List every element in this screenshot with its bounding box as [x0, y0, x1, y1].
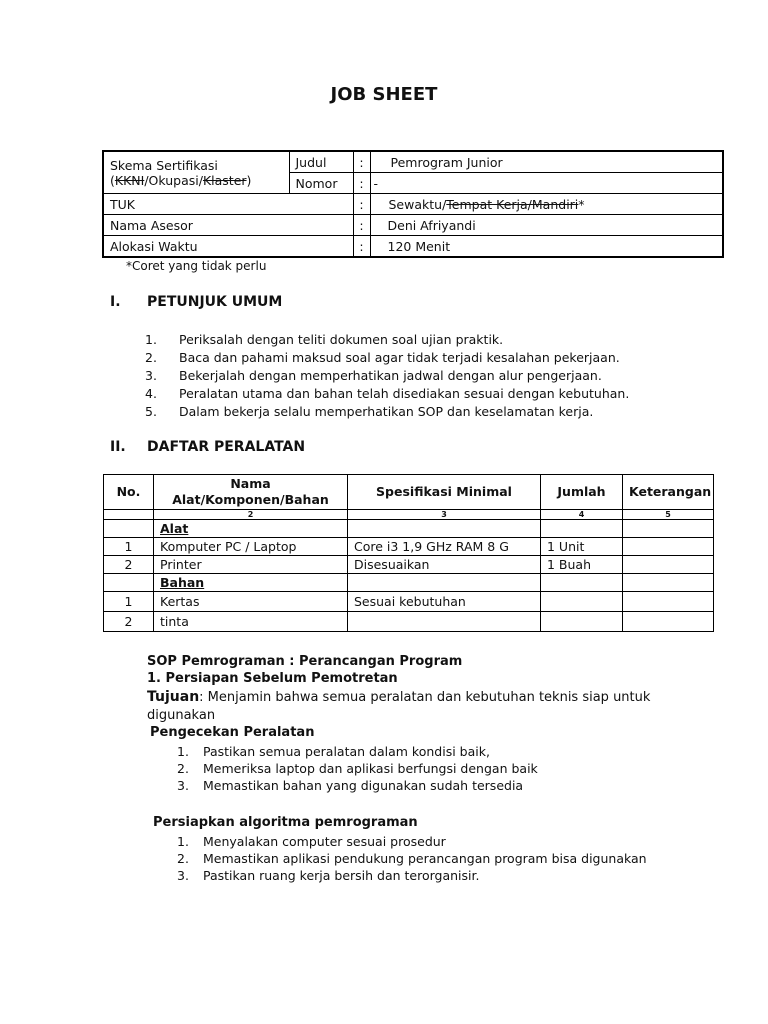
list-item: 3. Memastikan bahan yang digunakan sudah tersedia — [177, 778, 524, 793]
colon: : — [353, 173, 370, 194]
colon: : — [353, 194, 370, 215]
list-item: 1. Periksalah dengan teliti dokumen soal ujian praktik. — [145, 332, 504, 347]
sop-step-1: 1. Persiapan Sebelum Pemotretan — [147, 671, 398, 686]
index-row: 2 3 4 5 — [104, 510, 714, 520]
header-info-table — [102, 150, 724, 258]
asesor-value: Deni Afriyandi — [370, 215, 723, 236]
skema-label-cell — [103, 151, 289, 194]
skema-label-line2: (KKNI/Okupasi/Klaster) — [110, 172, 252, 188]
list-item: 2. Memeriksa laptop dan aplikasi berfungsi dengan baik — [177, 761, 538, 776]
sop-tujuan — [147, 689, 650, 705]
colon: : — [353, 151, 370, 173]
list-item: 2. Baca dan pahami maksud soal agar tidak terjadi kesalahan pekerjaan. — [145, 350, 620, 365]
list-item: 3. Bekerjalah dengan memperhatikan jadwal dengan alur pengerjaan. — [145, 368, 602, 383]
col-header-jumlah: Jumlah — [541, 475, 623, 510]
list-item: 2. Memastikan aplikasi pendukung perancangan program bisa digunakan — [177, 851, 647, 866]
list-item: 1. Pastikan semua peralatan dalam kondisi baik, — [177, 744, 490, 759]
petunjuk-list — [145, 331, 705, 421]
waktu-label: Alokasi Waktu — [103, 236, 353, 258]
nomor-label: Nomor — [289, 173, 353, 194]
table-row: 1 Kertas Sesuai kebutuhan — [104, 592, 714, 612]
klaster-struck: Klaster — [202, 172, 247, 188]
table-row: 2 tinta — [104, 612, 714, 632]
nomor-value: - — [370, 173, 723, 194]
judul-value: Pemrogram Junior — [370, 151, 723, 173]
waktu-value: 120 Menit — [370, 236, 723, 258]
pengecekan-title: Pengecekan Peralatan — [150, 725, 315, 740]
group-row-bahan — [104, 574, 714, 592]
section-2-number: II. — [110, 439, 126, 455]
sop-tujuan-cont: digunakan — [147, 708, 216, 723]
group-label-bahan: Bahan — [154, 574, 348, 592]
group-row-alat — [104, 520, 714, 538]
col-header-ket: Keterangan — [623, 475, 714, 510]
pengecekan-list — [177, 743, 538, 794]
section-1-title: PETUNJUK UMUM — [147, 294, 283, 310]
list-item: 3. Pastikan ruang kerja bersih dan terorganisir. — [177, 868, 480, 883]
section-2-title: DAFTAR PERALATAN — [147, 439, 306, 455]
tuk-label: TUK — [103, 194, 353, 215]
list-item: 1. Menyalakan computer sesuai prosedur — [177, 834, 446, 849]
tuk-value: Sewaktu/Tempat Kerja/Mandiri* — [370, 194, 723, 215]
table-row: 2 Printer Disesuaikan 1 Buah — [104, 556, 714, 574]
kkni-struck: KKNI — [114, 172, 145, 188]
tujuan-text: : Menjamin bahwa semua peralatan dan kebutuhan teknis siap untuk — [199, 690, 651, 705]
col-header-nama: Nama Alat/Komponen/Bahan — [154, 475, 348, 510]
section-1-number: I. — [110, 294, 121, 310]
tujuan-label: Tujuan — [147, 689, 200, 705]
judul-label: Judul — [289, 151, 353, 173]
algoritma-list — [177, 833, 647, 884]
asesor-label: Nama Asesor — [103, 215, 353, 236]
col-header-no: No. — [104, 475, 154, 510]
colon: : — [353, 236, 370, 258]
section-1-heading — [110, 294, 510, 312]
table-row: 1 Komputer PC / Laptop Core i3 1,9 GHz RAM 8 G 1 Unit — [104, 538, 714, 556]
skema-label-line1: Skema Sertifikasi — [110, 157, 218, 173]
sop-heading: SOP Pemrograman : Perancangan Program — [147, 654, 463, 669]
strike-note: *Coret yang tidak perlu — [126, 259, 267, 273]
colon: : — [353, 215, 370, 236]
equipment-table — [103, 474, 714, 632]
list-item: 4. Peralatan utama dan bahan telah disediakan sesuai dengan kebutuhan. — [145, 386, 630, 401]
section-2-heading — [110, 439, 510, 457]
group-label-alat: Alat — [154, 520, 348, 538]
list-item: 5. Dalam bekerja selalu memperhatikan SOP dan keselamatan kerja. — [145, 404, 594, 419]
col-header-spec: Spesifikasi Minimal — [348, 475, 541, 510]
page-title: JOB SHEET — [330, 84, 438, 105]
tuk-struck: Tempat Kerja/Mandiri — [446, 196, 579, 212]
algoritma-title: Persiapkan algoritma pemrograman — [153, 815, 418, 830]
